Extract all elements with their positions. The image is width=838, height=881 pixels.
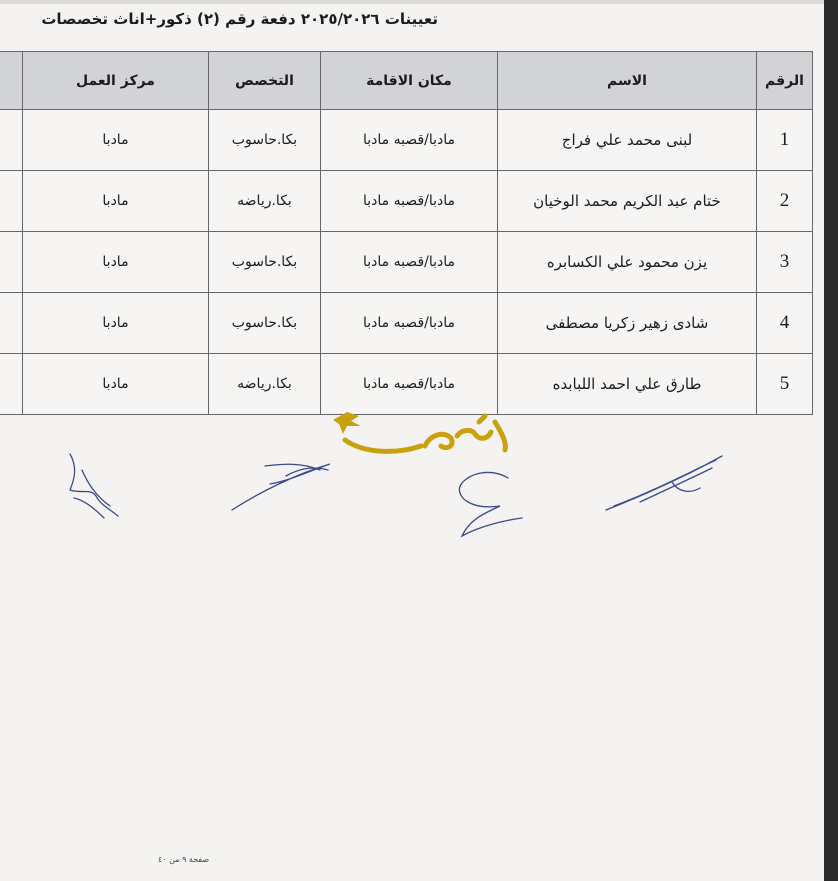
document-title: تعيينات ٢٠٢٥/٢٠٢٦ دفعة رقم (٢) ذكور+اناث تخصصات [41, 10, 438, 28]
cell-num: 2 [757, 171, 813, 232]
cell-name: لبنى محمد علي فراج [498, 110, 757, 171]
header-num: الرقم [757, 52, 813, 110]
cell-specialty: بكا.رياضه [209, 354, 321, 415]
scan-top-edge [0, 0, 824, 4]
table-row [0, 110, 813, 171]
cell-residence: مادبا/قصبه مادبا [321, 354, 498, 415]
cell-specialty: بكا.حاسوب [209, 293, 321, 354]
cell-cut [0, 354, 23, 415]
cell-specialty: بكا.رياضه [209, 171, 321, 232]
page-footer: صفحة ٩ من ٤٠ [158, 855, 210, 864]
cell-work-center: مادبا [23, 110, 209, 171]
header-residence: مكان الاقامة [321, 52, 498, 110]
cell-name: يزن محمود علي الكسابره [498, 232, 757, 293]
signature-2 [232, 464, 330, 510]
table-row [0, 232, 813, 293]
cell-residence: مادبا/قصبه مادبا [321, 293, 498, 354]
table-row [0, 171, 813, 232]
cell-num: 3 [757, 232, 813, 293]
cell-num: 4 [757, 293, 813, 354]
cell-name: ختام عبد الكريم محمد الوخيان [498, 171, 757, 232]
cell-name: طارق علي احمد اللبابده [498, 354, 757, 415]
cell-work-center: مادبا [23, 293, 209, 354]
signature-1 [70, 454, 118, 518]
appointments-table [0, 51, 813, 415]
cell-residence: مادبا/قصبه مادبا [321, 232, 498, 293]
cell-work-center: مادبا [23, 354, 209, 415]
header-work-center: مركز العمل [23, 52, 209, 110]
cell-num: 1 [757, 110, 813, 171]
cell-cut [0, 232, 23, 293]
cell-specialty: بكا.حاسوب [209, 110, 321, 171]
header-specialty: التخصص [209, 52, 321, 110]
watermark-logo [325, 402, 515, 472]
table-header-row [0, 52, 813, 110]
cell-work-center: مادبا [23, 171, 209, 232]
cell-residence: مادبا/قصبه مادبا [321, 110, 498, 171]
cell-cut [0, 293, 23, 354]
cell-residence: مادبا/قصبه مادبا [321, 171, 498, 232]
bird-icon [333, 412, 361, 434]
cell-cut [0, 110, 23, 171]
cell-name: شادى زهير زكريا مصطفى [498, 293, 757, 354]
cell-num: 5 [757, 354, 813, 415]
cell-cut [0, 171, 23, 232]
table-row [0, 293, 813, 354]
cell-specialty: بكا.حاسوب [209, 232, 321, 293]
cell-work-center: مادبا [23, 232, 209, 293]
header-name: الاسم [498, 52, 757, 110]
signature-3 [459, 472, 522, 536]
signature-4 [606, 456, 722, 510]
header-cut-column [0, 52, 23, 110]
